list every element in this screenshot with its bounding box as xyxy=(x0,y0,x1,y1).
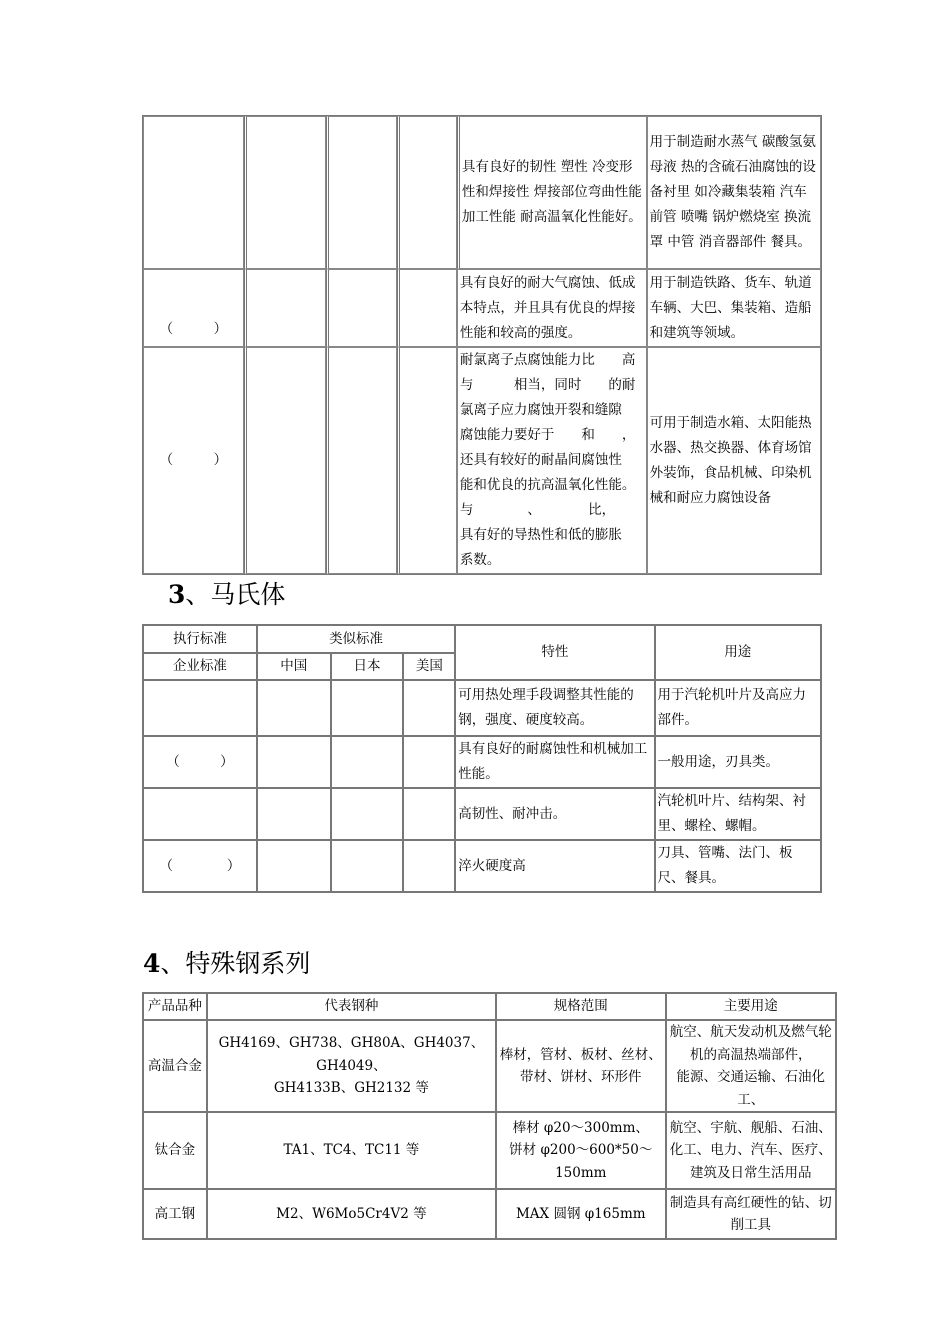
usage-cell: 用于汽轮机叶片及高应力部件。 xyxy=(655,680,821,736)
table-row xyxy=(143,1020,836,1112)
martensite-table xyxy=(142,624,822,893)
property-line: 能和优良的抗高温氧化性能。 xyxy=(459,477,636,493)
spec-cell xyxy=(496,1112,666,1189)
usa-cell xyxy=(403,736,455,788)
china-cell xyxy=(244,269,326,347)
japan-cell xyxy=(326,347,398,574)
property-header: 特性 xyxy=(455,625,654,680)
spec-line: 带材、饼材、环形件 xyxy=(520,1069,642,1085)
spec-cell xyxy=(496,1020,666,1112)
usa-cell xyxy=(397,269,457,347)
usage-line: 机的高温热端部件， xyxy=(690,1046,812,1063)
table-row xyxy=(143,788,821,840)
usage-cell: 用于制造耐水蒸气 碳酸氢氨母液 热的含硫石油腐蚀的设备衬里 如冷藏集装箱 汽车前管 喷嘴 锅炉燃烧室 换流罩 中管 消音器部件 餐具。 xyxy=(647,116,821,269)
grades-line: GH4169、GH738、GH80A、GH4037、GH4049、 xyxy=(218,1035,485,1074)
property-cell: 具有良好的韧性 塑性 冷变形性和焊接性 焊接部位弯曲性能 加工性能 耐高温氧化性能好。 xyxy=(457,116,647,269)
usage-cell: 一般用途，刃具类。 xyxy=(655,736,821,788)
usage-header: 主要用途 xyxy=(666,993,836,1020)
header-row xyxy=(143,993,836,1020)
grades-header: 代表钢种 xyxy=(207,993,496,1020)
spec-line: MAX 圆钢 φ165mm xyxy=(515,1205,646,1222)
exec-std-header: 执行标准 xyxy=(143,625,257,653)
usage-cell xyxy=(666,1020,836,1112)
product-cell: 高温合金 xyxy=(143,1020,207,1112)
property-cell: 高韧性、耐冲击。 xyxy=(455,788,654,840)
usage-cell: 用于制造铁路、货车、轨道车辆、大巴、集装箱、造船和建筑等领域。 xyxy=(647,269,821,347)
grade-cell: （ ） xyxy=(143,736,257,788)
property-cell: 具有良好的耐大气腐蚀、低成本特点，并且具有优良的焊接性能和较高的强度。 xyxy=(457,269,647,347)
property-line: 系数。 xyxy=(459,552,501,568)
table-row xyxy=(143,116,821,269)
section-title: 、马氏体 xyxy=(185,580,286,609)
section-number: 4 xyxy=(143,949,161,978)
property-line: 与 、 比， xyxy=(459,502,616,518)
grades-line: M2、W6Mo5Cr4V2 等 xyxy=(276,1205,427,1222)
usage-line: 航空、航天发动机及燃气轮 xyxy=(669,1024,832,1040)
property-line: 还具有较好的耐晶间腐蚀性 xyxy=(459,452,622,468)
china-header: 中国 xyxy=(257,653,331,680)
property-cell xyxy=(457,347,647,574)
usage-header: 用途 xyxy=(655,625,821,680)
grade-cell: （ ） xyxy=(143,269,244,347)
usage-line: 化工、电力、汽车、医疗、 xyxy=(669,1142,832,1159)
product-header: 产品品种 xyxy=(143,993,207,1020)
property-line: 腐蚀能力要好于 和 ， xyxy=(459,427,636,443)
spec-cell xyxy=(496,1189,666,1239)
japan-cell xyxy=(326,116,398,269)
usage-cell: 可用于制造水箱、太阳能热水器、热交换器、体育场馆外装饰，食品机械、印染机械和耐应力腐蚀设备 xyxy=(647,347,821,574)
japan-cell xyxy=(326,269,398,347)
usa-cell xyxy=(397,347,457,574)
china-cell xyxy=(244,347,326,574)
japan-header: 日本 xyxy=(331,653,404,680)
usage-line: 航空、宇航、舰船、石油、 xyxy=(669,1119,832,1136)
usa-cell xyxy=(403,788,455,840)
usage-line: 能源、交通运输、石油化工、 xyxy=(676,1069,826,1108)
china-cell xyxy=(257,840,331,892)
table-row xyxy=(143,1189,836,1239)
section-4-heading xyxy=(143,944,310,980)
china-cell xyxy=(244,116,326,269)
header-row xyxy=(143,625,821,653)
usage-cell: 汽轮机叶片、结构架、衬里、螺栓、螺帽。 xyxy=(655,788,821,840)
grades-cell xyxy=(207,1112,496,1189)
section-title: 、特殊钢系列 xyxy=(160,949,311,978)
special-steel-table xyxy=(142,992,837,1240)
spec-line: 棒材 φ20～300mm、 xyxy=(512,1119,649,1136)
property-line: 耐氯离子点腐蚀能力比 高 xyxy=(459,352,636,368)
product-cell: 高工钢 xyxy=(143,1189,207,1239)
usa-cell xyxy=(397,116,457,269)
china-cell xyxy=(257,788,331,840)
usage-cell xyxy=(666,1189,836,1239)
grades-cell xyxy=(207,1189,496,1239)
table-row xyxy=(143,1112,836,1189)
section-number: 3 xyxy=(168,580,186,609)
grade-cell xyxy=(143,116,244,269)
usage-line: 制造具有高红硬性的钻、切 xyxy=(669,1194,832,1211)
grades-line: GH4133B、GH2132 等 xyxy=(273,1080,429,1097)
property-line: 具有好的导热性和低的膨胀 xyxy=(459,527,622,543)
usage-line: 建筑及日常生活用品 xyxy=(690,1164,812,1181)
section-3-heading xyxy=(168,575,285,611)
japan-cell xyxy=(331,680,404,736)
table-row xyxy=(143,680,821,736)
grade-cell xyxy=(143,680,257,736)
japan-cell xyxy=(331,736,404,788)
usage-cell: 刀具、管嘴、法门、板尺、餐具。 xyxy=(655,840,821,892)
usa-cell xyxy=(403,680,455,736)
spec-line: 棒材，管材、板材、丝材、 xyxy=(499,1046,662,1063)
usa-cell xyxy=(403,840,455,892)
table-row xyxy=(143,347,821,574)
spec-header: 规格范围 xyxy=(496,993,666,1020)
grade-cell: （ ） xyxy=(143,840,257,892)
grade-cell: （ ） xyxy=(143,347,244,574)
usage-line: 削工具 xyxy=(730,1217,772,1233)
japan-cell xyxy=(331,840,404,892)
japan-cell xyxy=(331,788,404,840)
property-cell: 具有良好的耐腐蚀性和机械加工性能。 xyxy=(455,736,654,788)
spec-line: 150mm xyxy=(555,1164,607,1181)
table-row xyxy=(143,840,821,892)
property-line: 与 相当，同时 的耐 xyxy=(459,377,636,393)
property-line: 氯离子应力腐蚀开裂和缝隙 xyxy=(459,402,622,418)
grades-line: TA1、TC4、TC11 等 xyxy=(283,1142,420,1159)
austenite-table xyxy=(142,115,822,575)
grades-cell xyxy=(207,1020,496,1112)
table-row xyxy=(143,269,821,347)
usa-header: 美国 xyxy=(403,653,455,680)
product-cell: 钛合金 xyxy=(143,1112,207,1189)
spec-line: 饼材 φ200～600*50～ xyxy=(509,1142,653,1159)
china-cell xyxy=(257,680,331,736)
property-cell: 可用热处理手段调整其性能的钢，强度、硬度较高。 xyxy=(455,680,654,736)
usage-cell xyxy=(666,1112,836,1189)
company-std-header: 企业标准 xyxy=(143,653,257,680)
similar-std-header: 类似标准 xyxy=(257,625,455,653)
property-cell: 淬火硬度高 xyxy=(455,840,654,892)
grade-cell xyxy=(143,788,257,840)
table-row xyxy=(143,736,821,788)
china-cell xyxy=(257,736,331,788)
